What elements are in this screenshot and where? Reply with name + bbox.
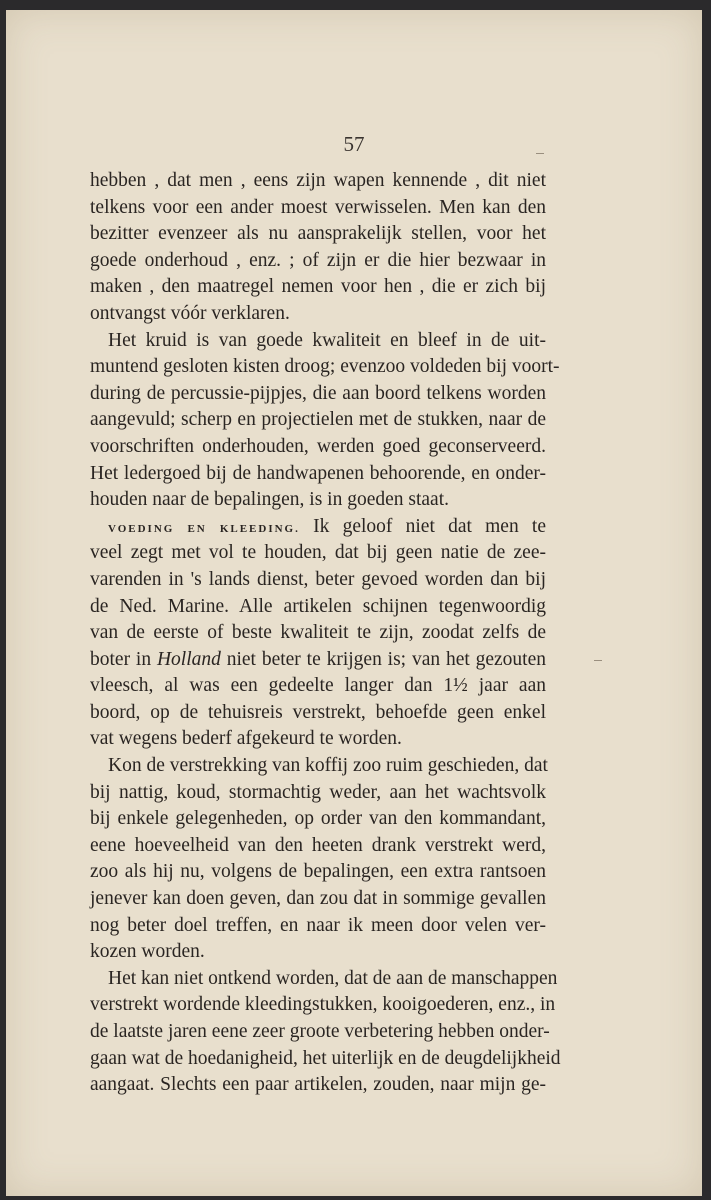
- text-line: bij nattig, koud, stormachtig weder, aan het wachtsvolk: [90, 781, 546, 803]
- text-line: [90, 514, 546, 541]
- text-line: de laatste jaren eene zeer groote verbetering hebben onder-: [90, 1021, 550, 1042]
- text-line-part: boter in: [90, 648, 152, 670]
- text-line: aangevuld; scherp en projectielen met de stukken, naar de: [90, 409, 546, 431]
- text-line: jenever kan doen geven, dan zou dat in sommige gevallen: [90, 888, 546, 910]
- page-mark: [594, 660, 602, 661]
- text-line: muntend gesloten kisten droog; evenzoo voldeden bij voort-: [90, 356, 560, 378]
- text-line: Het kan niet ontkend worden, dat de aan de manschappen: [108, 967, 558, 989]
- text-line-part: Ik geloof niet dat men te: [313, 515, 547, 537]
- section-heading: VOEDING EN KLEEDING.: [108, 522, 300, 535]
- text-line: vleesch, al was een gedeelte langer dan 1½ jaar aan: [90, 675, 546, 697]
- text-line: kozen worden.: [90, 941, 205, 963]
- page-number: 57: [343, 132, 365, 156]
- text-line: Kon de verstrekking van koffij zoo ruim geschieden, dat: [108, 755, 548, 777]
- body-text: [90, 168, 561, 1099]
- text-line: boord, op de tehuisreis verstrekt, behoefde geen enkel: [90, 701, 546, 723]
- text-line-part: niet beter te krijgen is; van het gezouten: [226, 648, 547, 670]
- text-line: [90, 647, 546, 674]
- text-line: goede onderhoud , enz. ; of zijn er die hier bezwaar in: [90, 249, 546, 271]
- text-line: zoo als hij nu, volgens de bepalingen, een extra rantsoen: [90, 861, 546, 883]
- text-line: voorschriften onderhouden, werden goed geconserveerd.: [90, 435, 546, 457]
- text-line: telkens voor een ander moest verwisselen. Men kan den: [90, 196, 546, 218]
- text-line: verstrekt wordende kleedingstukken, kooigoederen, enz., in: [90, 994, 556, 1016]
- text-line: bij enkele gelegenheden, op order van den kommandant,: [90, 808, 546, 830]
- text-line: van de eerste of beste kwaliteit te zijn, zoodat zelfs de: [90, 622, 546, 644]
- text-line: ontvangst vóór verklaren.: [90, 302, 290, 324]
- text-line: maken , den maatregel nemen voor hen , die er zich bij: [90, 276, 546, 298]
- text-line: Het ledergoed bij de handwapenen behoorende, en onder-: [90, 462, 546, 484]
- text-line: nog beter doel treffen, en naar ik meen door velen ver-: [90, 914, 546, 936]
- italic-word: Holland: [156, 648, 221, 670]
- text-line: de Ned. Marine. Alle artikelen schijnen tegenwoordig: [90, 595, 546, 617]
- text-line: vat wegens bederf afgekeurd te worden.: [90, 728, 402, 750]
- text-line: aangaat. Slechts een paar artikelen, zouden, naar mijn ge-: [90, 1074, 546, 1096]
- text-line: during de percussie-pijpjes, die aan boord telkens worden: [90, 382, 546, 404]
- text-line: veel zegt met vol te houden, dat bij geen natie de zee-: [90, 542, 546, 564]
- text-line: gaan wat de hoedanigheid, het uiterlijk en de deugdelijkheid: [90, 1047, 561, 1069]
- text-line: varenden in 's lands dienst, beter gevoed worden dan bij: [90, 568, 546, 590]
- text-line: bezitter evenzeer als nu aansprakelijk stellen, voor het: [90, 223, 546, 245]
- text-line: eene hoeveelheid van den heeten drank verstrekt werd,: [90, 834, 546, 856]
- text-line: houden naar de bepalingen, is in goeden staat.: [90, 489, 450, 511]
- book-page: [6, 10, 702, 1196]
- text-line: hebben , dat men , eens zijn wapen kennende , dit niet: [90, 170, 546, 191]
- text-line: Het kruid is van goede kwaliteit en bleef in de uit-: [108, 329, 546, 351]
